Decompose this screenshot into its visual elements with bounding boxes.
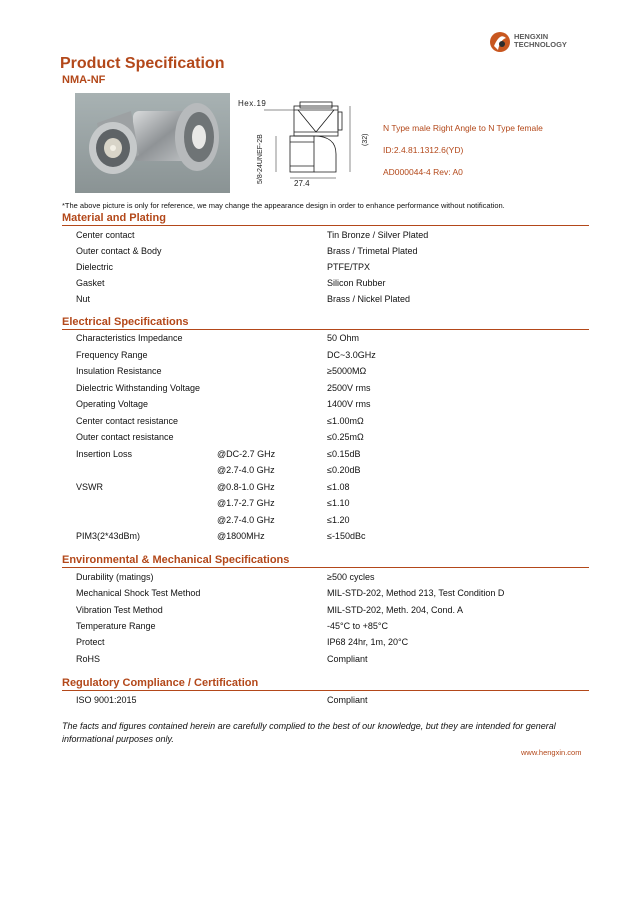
table-row <box>0 350 636 366</box>
row-label: Characteristics Impedance <box>76 333 183 343</box>
row-value: Brass / Trimetal Plated <box>327 246 418 256</box>
row-value: IP68 24hr, 1m, 20°C <box>327 637 409 648</box>
row-condition: @2.7-4.0 GHz <box>217 514 275 525</box>
row-value: ≤1.00mΩ <box>327 415 364 426</box>
row-label: Dielectric Withstanding Voltage <box>76 382 201 393</box>
table-row <box>0 654 636 670</box>
row-value: ≥5000MΩ <box>327 366 367 376</box>
width-label: 27.4 <box>294 179 310 188</box>
hex-label: Hex.19 <box>238 99 267 108</box>
row-label: Vibration Test Method <box>76 604 163 615</box>
table-row <box>0 366 636 382</box>
row-value: 1400V rms <box>327 399 371 409</box>
table-row <box>0 262 636 278</box>
table-row <box>0 621 636 637</box>
section-regulatory: Regulatory Compliance / Certification <box>62 677 589 691</box>
table-row <box>0 230 636 246</box>
section-material: Material and Plating <box>62 212 589 226</box>
thread-label: 5/8-24UNEF-2B <box>257 134 264 184</box>
row-value: Silicon Rubber <box>327 278 386 288</box>
row-value: ≤-150dBc <box>327 531 366 541</box>
model-number: NMA-NF <box>62 74 106 86</box>
table-row <box>0 383 636 399</box>
logo-line-1: HENGXIN <box>514 32 549 41</box>
row-value: MIL-STD-202, Meth. 204, Cond. A <box>327 604 464 615</box>
row-label: Nut <box>76 294 91 304</box>
table-row <box>0 588 636 604</box>
row-label: Durability (matings) <box>76 572 154 582</box>
logo-text <box>514 33 567 49</box>
page-title: Product Specification <box>60 55 225 72</box>
row-label: Center contact <box>76 230 135 240</box>
row-value: ≤0.20dB <box>327 465 361 475</box>
dimension-drawing <box>236 96 386 192</box>
row-label: Insulation Resistance <box>76 366 162 376</box>
row-condition: @2.7-4.0 GHz <box>217 465 275 475</box>
height-label: (32) <box>362 133 369 146</box>
row-value: MIL-STD-202, Method 213, Test Condition D <box>327 588 505 599</box>
section-environmental: Environmental & Mechanical Specifications <box>62 554 589 568</box>
product-id: ID:2.4.81.1312.6(YD) <box>383 145 464 155</box>
document-number: AD000044-4 Rev: A0 <box>383 167 463 177</box>
row-value: ≥500 cycles <box>327 572 375 582</box>
table-row <box>0 333 636 349</box>
row-label: Outer contact resistance <box>76 432 174 442</box>
website-link[interactable]: www.hengxin.com <box>521 748 582 757</box>
row-value: 50 Ohm <box>327 333 360 343</box>
table-row <box>0 416 636 432</box>
table-row <box>0 482 636 498</box>
row-label: Mechanical Shock Test Method <box>76 588 201 599</box>
table-row <box>0 637 636 653</box>
table-row <box>0 432 636 448</box>
row-label: RoHS <box>76 653 101 664</box>
section-electrical: Electrical Specifications <box>62 316 589 330</box>
table-row <box>0 278 636 294</box>
row-label: Operating Voltage <box>76 399 149 409</box>
row-condition: @DC-2.7 GHz <box>217 448 276 459</box>
table-row <box>0 449 636 465</box>
table-row <box>0 246 636 262</box>
row-condition: @1.7-2.7 GHz <box>217 498 275 508</box>
row-value: ≤1.10 <box>327 498 350 508</box>
row-label: ISO 9001:2015 <box>76 695 137 705</box>
table-row <box>0 515 636 531</box>
product-photo <box>75 93 230 193</box>
row-value: -45°C to +85°C <box>327 620 388 631</box>
row-label: Frequency Range <box>76 349 148 360</box>
row-value: DC~3.0GHz <box>327 349 376 360</box>
row-condition: @1800MHz <box>217 531 265 541</box>
row-label: Gasket <box>76 278 105 288</box>
row-value: ≤0.15dB <box>327 448 361 459</box>
table-row <box>0 465 636 481</box>
row-value: 2500V rms <box>327 382 371 393</box>
row-condition: @0.8-1.0 GHz <box>217 481 275 492</box>
logo-line-2: TECHNOLOGY <box>514 40 567 49</box>
table-row <box>0 294 636 310</box>
row-value: Brass / Nickel Plated <box>327 294 411 304</box>
row-label: VSWR <box>76 481 103 492</box>
table-row <box>0 399 636 415</box>
row-label: Dielectric <box>76 262 114 272</box>
row-label: Outer contact & Body <box>76 246 162 256</box>
table-row <box>0 695 636 711</box>
row-label: Temperature Range <box>76 620 156 631</box>
row-value: ≤1.20 <box>327 514 350 525</box>
row-value: Compliant <box>327 695 368 705</box>
table-row <box>0 572 636 588</box>
row-value: PTFE/TPX <box>327 262 371 272</box>
row-label: Protect <box>76 637 105 648</box>
table-row <box>0 605 636 621</box>
row-label: Insertion Loss <box>76 448 133 459</box>
reference-note: *The above picture is only for reference, we may change the appearance design in order to enhance performance without notification. <box>62 201 505 210</box>
disclaimer: The facts and figures contained herein are carefully complied to the best of our knowledge, but they are intended for general informational purposes only. <box>62 721 556 744</box>
table-row <box>0 531 636 547</box>
product-description: N Type male Right Angle to N Type female <box>383 123 543 133</box>
row-label: Center contact resistance <box>76 415 179 426</box>
row-value: ≤1.08 <box>327 481 350 492</box>
row-value: Tin Bronze / Silver Plated <box>327 230 429 240</box>
row-value: ≤0.25mΩ <box>327 432 364 442</box>
row-value: Compliant <box>327 653 368 664</box>
table-row <box>0 498 636 514</box>
row-label: PIM3(2*43dBm) <box>76 531 141 541</box>
